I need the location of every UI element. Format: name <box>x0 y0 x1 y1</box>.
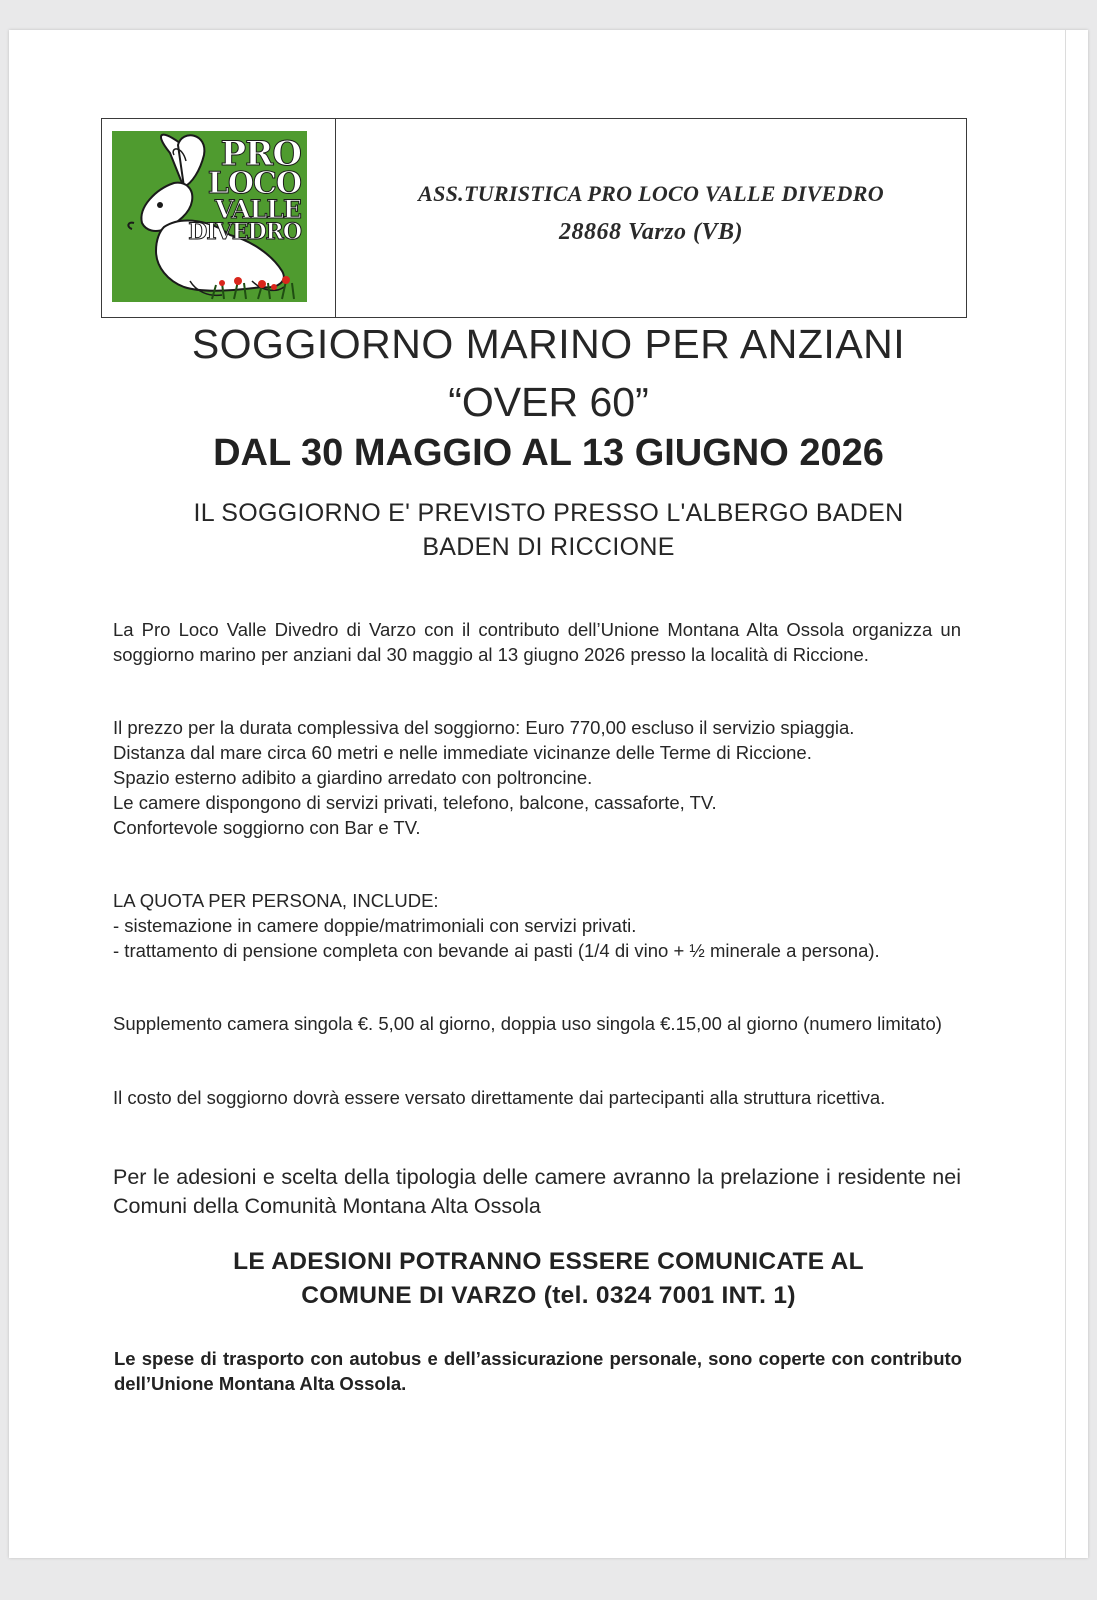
supplement-text: Supplemento camera singola €. 5,00 al giorno, doppia uso singola €.15,00 al giorno (numero limitato) <box>113 1013 942 1034</box>
logo-cell <box>102 119 336 317</box>
price-text: Il prezzo per la durata complessiva del soggiorno: Euro 770,00 escluso il servizio spiaggia. <box>113 717 855 738</box>
priority-paragraph <box>113 1163 961 1221</box>
logo-word-1: PRO <box>220 134 301 174</box>
pro-loco-logo <box>112 131 307 302</box>
transport-note-text: Le spese di trasporto con autobus e dell’assicurazione personale, sono coperte con contributo dell’Unione Montana Alta Ossola. <box>114 1348 962 1394</box>
quota-item-rooms: - sistemazione in camere doppie/matrimoniali con servizi privati. <box>113 915 637 936</box>
organization-name: ASS.TURISTICA PRO LOCO VALLE DIVEDRO <box>418 180 884 206</box>
registration-line-2: COMUNE DI VARZO (tel. 0324 7001 INT. 1) <box>301 1282 796 1309</box>
payment-paragraph <box>113 1085 961 1110</box>
letterhead <box>101 118 967 318</box>
organization-cell <box>336 119 966 317</box>
intro-paragraph <box>113 617 961 667</box>
main-title: SOGGIORNO MARINO PER ANZIANI <box>191 321 906 367</box>
garden-text: Spazio esterno adibito a giardino arredato con poltroncine. <box>113 767 593 788</box>
supplement-paragraph <box>113 1011 961 1036</box>
subtitle-over-60: “OVER 60” <box>448 379 649 425</box>
priority-text: Per le adesioni e scelta della tipologia delle camere avranno la prelazione i residente nei Comuni della Comunità Montana Alta Ossola <box>113 1165 961 1218</box>
transport-note <box>114 1346 962 1396</box>
hotel-line-2: BADEN DI RICCIONE <box>422 533 675 561</box>
payment-text: Il costo del soggiorno dovrà essere versato direttamente dai partecipanti alla struttura ricettiva. <box>113 1087 886 1108</box>
lounge-text: Confortevole soggiorno con Bar e TV. <box>113 817 421 838</box>
quota-item-board: - trattamento di pensione completa con bevande ai pasti (1/4 di vino + ½ minerale a persona). <box>113 940 880 961</box>
quota-section <box>113 888 961 963</box>
rooms-text: Le camere dispongono di servizi privati, telefono, balcone, cassaforte, TV. <box>113 792 717 813</box>
logo-word-4: DIVEDRO <box>188 219 301 245</box>
logo-word-2: LOCO <box>207 166 301 201</box>
intro-text: La Pro Loco Valle Divedro di Varzo con il contributo dell’Unione Montana Alta Ossola organizza un soggiorno marino per anziani dal 30 maggio al 13 giugno 2026 presso la località di Riccione. <box>113 619 961 665</box>
details-paragraph <box>113 715 961 840</box>
organization-address: 28868 Varzo (VB) <box>558 218 744 245</box>
document-page <box>9 30 1088 1558</box>
registration-line-1: LE ADESIONI POTRANNO ESSERE COMUNICATE AL <box>233 1248 864 1275</box>
logo-word-3: VALLE <box>214 195 301 224</box>
date-range-title: DAL 30 MAGGIO AL 13 GIUGNO 2026 <box>213 432 884 474</box>
quota-heading: LA QUOTA PER PERSONA, INCLUDE: <box>113 890 439 911</box>
distance-text: Distanza dal mare circa 60 metri e nelle immediate vicinanze delle Terme di Riccione. <box>113 742 812 763</box>
hotel-line-1: IL SOGGIORNO E' PREVISTO PRESSO L'ALBERGO BADEN <box>193 499 904 527</box>
